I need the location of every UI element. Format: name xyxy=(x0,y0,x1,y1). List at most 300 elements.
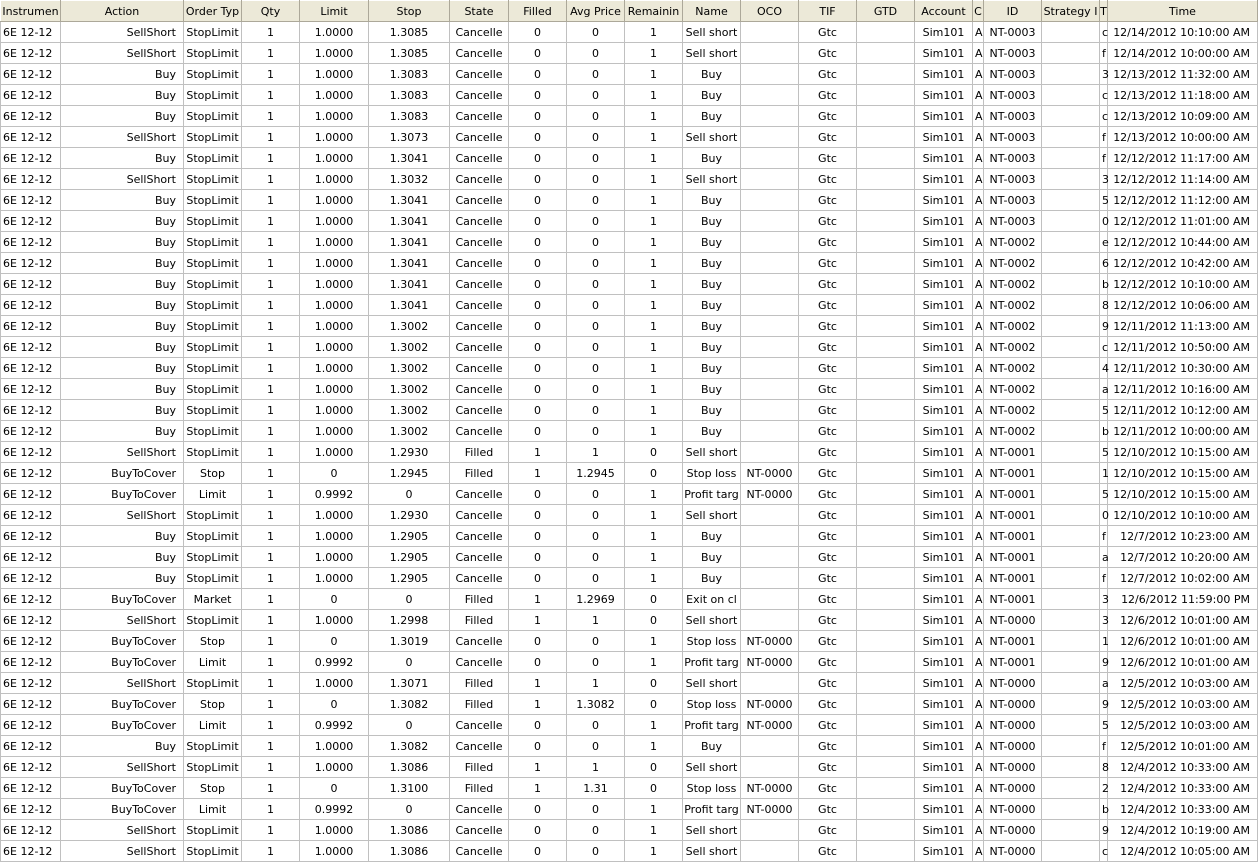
cell-tif: Gtc xyxy=(799,463,857,484)
cell-state: Cancelle xyxy=(450,190,509,211)
cell-id: NT-0003 xyxy=(984,148,1042,169)
cell-id: NT-0002 xyxy=(984,358,1042,379)
column-header-tif[interactable]: TIF xyxy=(799,1,857,22)
cell-action: BuyToCover xyxy=(61,799,184,820)
cell-limit: 1.0000 xyxy=(300,841,369,862)
cell-stop: 1.3041 xyxy=(369,253,450,274)
cell-order-type: Limit xyxy=(184,484,242,505)
cell-time: 12/4/2012 10:05:00 AM xyxy=(1108,841,1258,862)
cell-account: Sim101 xyxy=(915,274,973,295)
cell-name: Buy xyxy=(683,337,741,358)
cell-filled: 1 xyxy=(509,673,567,694)
cell-limit: 1.0000 xyxy=(300,274,369,295)
cell-time: 12/12/2012 11:17:00 AM xyxy=(1108,148,1258,169)
cell-stop: 1.2945 xyxy=(369,463,450,484)
cell-limit: 0.9992 xyxy=(300,652,369,673)
column-header-remaining[interactable]: Remainin xyxy=(625,1,683,22)
cell-remaining: 1 xyxy=(625,190,683,211)
cell-limit: 1.0000 xyxy=(300,442,369,463)
table-row[interactable] xyxy=(1,43,1258,64)
cell-filled: 0 xyxy=(509,841,567,862)
table-row[interactable] xyxy=(1,652,1258,673)
table-row[interactable] xyxy=(1,232,1258,253)
cell-order-type: StopLimit xyxy=(184,841,242,862)
cell-name: Buy xyxy=(683,232,741,253)
cell-remaining: 0 xyxy=(625,673,683,694)
cell-tif: Gtc xyxy=(799,841,857,862)
cell-instrument: 6E 12-12 xyxy=(1,715,61,736)
cell-limit: 1.0000 xyxy=(300,232,369,253)
cell-remaining: 1 xyxy=(625,169,683,190)
cell-t: b xyxy=(1100,421,1108,442)
table-row[interactable] xyxy=(1,127,1258,148)
table-row[interactable] xyxy=(1,694,1258,715)
cell-remaining: 1 xyxy=(625,568,683,589)
cell-avg-price: 0 xyxy=(567,652,625,673)
column-header-order-type[interactable]: Order Typ xyxy=(184,1,242,22)
cell-account: Sim101 xyxy=(915,673,973,694)
table-row[interactable] xyxy=(1,736,1258,757)
cell-c: A xyxy=(973,274,984,295)
cell-avg-price: 0 xyxy=(567,715,625,736)
table-row[interactable] xyxy=(1,673,1258,694)
cell-avg-price: 1.2969 xyxy=(567,589,625,610)
cell-gtd xyxy=(857,211,915,232)
cell-tif: Gtc xyxy=(799,43,857,64)
cell-filled: 0 xyxy=(509,505,567,526)
cell-c: A xyxy=(973,211,984,232)
cell-id: NT-0003 xyxy=(984,64,1042,85)
column-header-instrument[interactable]: Instrumen xyxy=(1,1,61,22)
cell-t: c xyxy=(1100,841,1108,862)
cell-name: Sell short xyxy=(683,442,741,463)
cell-account: Sim101 xyxy=(915,316,973,337)
table-row[interactable] xyxy=(1,820,1258,841)
cell-remaining: 1 xyxy=(625,715,683,736)
cell-state: Filled xyxy=(450,610,509,631)
cell-avg-price: 1 xyxy=(567,442,625,463)
cell-remaining: 1 xyxy=(625,400,683,421)
cell-remaining: 1 xyxy=(625,64,683,85)
cell-instrument: 6E 12-12 xyxy=(1,736,61,757)
cell-id: NT-0000 xyxy=(984,778,1042,799)
table-row[interactable] xyxy=(1,211,1258,232)
cell-strategy-id xyxy=(1042,316,1100,337)
cell-t: 0 xyxy=(1100,211,1108,232)
cell-tif: Gtc xyxy=(799,379,857,400)
cell-strategy-id xyxy=(1042,421,1100,442)
table-row[interactable] xyxy=(1,505,1258,526)
cell-account: Sim101 xyxy=(915,232,973,253)
cell-remaining: 1 xyxy=(625,631,683,652)
cell-instrument: 6E 12-12 xyxy=(1,274,61,295)
cell-account: Sim101 xyxy=(915,106,973,127)
cell-limit: 1.0000 xyxy=(300,757,369,778)
cell-stop: 1.3002 xyxy=(369,421,450,442)
cell-order-type: StopLimit xyxy=(184,169,242,190)
cell-time: 12/14/2012 10:10:00 AM xyxy=(1108,22,1258,43)
cell-oco xyxy=(741,232,799,253)
cell-state: Cancelle xyxy=(450,358,509,379)
column-header-c[interactable]: C xyxy=(973,1,984,22)
cell-t: 1 xyxy=(1100,631,1108,652)
cell-tif: Gtc xyxy=(799,22,857,43)
cell-instrument: 6E 12-12 xyxy=(1,379,61,400)
cell-stop: 0 xyxy=(369,484,450,505)
cell-gtd xyxy=(857,316,915,337)
cell-t: 5 xyxy=(1100,190,1108,211)
cell-gtd xyxy=(857,358,915,379)
cell-qty: 1 xyxy=(242,148,300,169)
cell-id: NT-0001 xyxy=(984,589,1042,610)
table-row[interactable] xyxy=(1,631,1258,652)
cell-t: c xyxy=(1100,337,1108,358)
column-header-oco[interactable]: OCO xyxy=(741,1,799,22)
cell-gtd xyxy=(857,85,915,106)
cell-remaining: 0 xyxy=(625,610,683,631)
table-row[interactable] xyxy=(1,568,1258,589)
cell-tif: Gtc xyxy=(799,85,857,106)
cell-instrument: 6E 12-12 xyxy=(1,337,61,358)
cell-account: Sim101 xyxy=(915,568,973,589)
table-row[interactable] xyxy=(1,85,1258,106)
cell-remaining: 1 xyxy=(625,547,683,568)
cell-stop: 1.3019 xyxy=(369,631,450,652)
cell-state: Cancelle xyxy=(450,127,509,148)
cell-limit: 1.0000 xyxy=(300,736,369,757)
cell-avg-price: 1.3082 xyxy=(567,694,625,715)
cell-strategy-id xyxy=(1042,631,1100,652)
cell-instrument: 6E 12-12 xyxy=(1,799,61,820)
cell-time: 12/10/2012 10:15:00 AM xyxy=(1108,442,1258,463)
cell-qty: 1 xyxy=(242,442,300,463)
table-row[interactable] xyxy=(1,169,1258,190)
cell-gtd xyxy=(857,274,915,295)
cell-id: NT-0002 xyxy=(984,295,1042,316)
cell-instrument: 6E 12-12 xyxy=(1,190,61,211)
table-row[interactable] xyxy=(1,547,1258,568)
cell-action: Buy xyxy=(61,736,184,757)
cell-name: Sell short xyxy=(683,127,741,148)
cell-account: Sim101 xyxy=(915,442,973,463)
cell-id: NT-0003 xyxy=(984,127,1042,148)
table-row[interactable] xyxy=(1,295,1258,316)
cell-filled: 1 xyxy=(509,778,567,799)
cell-order-type: StopLimit xyxy=(184,85,242,106)
cell-remaining: 1 xyxy=(625,841,683,862)
cell-oco xyxy=(741,22,799,43)
cell-name: Profit targ xyxy=(683,652,741,673)
cell-avg-price: 0 xyxy=(567,358,625,379)
cell-qty: 1 xyxy=(242,799,300,820)
cell-qty: 1 xyxy=(242,694,300,715)
cell-remaining: 0 xyxy=(625,757,683,778)
table-row[interactable] xyxy=(1,316,1258,337)
cell-limit: 1.0000 xyxy=(300,148,369,169)
cell-oco xyxy=(741,505,799,526)
cell-state: Filled xyxy=(450,589,509,610)
cell-account: Sim101 xyxy=(915,211,973,232)
cell-action: Buy xyxy=(61,211,184,232)
table-row[interactable] xyxy=(1,757,1258,778)
cell-gtd xyxy=(857,22,915,43)
cell-t: f xyxy=(1100,43,1108,64)
cell-state: Cancelle xyxy=(450,820,509,841)
cell-filled: 0 xyxy=(509,631,567,652)
table-row[interactable] xyxy=(1,799,1258,820)
cell-name: Buy xyxy=(683,253,741,274)
cell-order-type: StopLimit xyxy=(184,337,242,358)
table-row[interactable] xyxy=(1,778,1258,799)
column-header-stop[interactable]: Stop xyxy=(369,1,450,22)
cell-id: NT-0000 xyxy=(984,673,1042,694)
cell-account: Sim101 xyxy=(915,379,973,400)
cell-avg-price: 1.2945 xyxy=(567,463,625,484)
column-header-name[interactable]: Name xyxy=(683,1,741,22)
column-header-account[interactable]: Account xyxy=(915,1,973,22)
cell-tif: Gtc xyxy=(799,190,857,211)
cell-account: Sim101 xyxy=(915,631,973,652)
cell-account: Sim101 xyxy=(915,22,973,43)
cell-qty: 1 xyxy=(242,232,300,253)
table-row[interactable] xyxy=(1,442,1258,463)
column-header-action[interactable]: Action xyxy=(61,1,184,22)
cell-t: 0 xyxy=(1100,505,1108,526)
cell-time: 12/10/2012 10:15:00 AM xyxy=(1108,484,1258,505)
column-header-qty[interactable]: Qty xyxy=(242,1,300,22)
cell-name: Buy xyxy=(683,736,741,757)
table-row[interactable] xyxy=(1,358,1258,379)
cell-avg-price: 1 xyxy=(567,673,625,694)
cell-name: Exit on cl xyxy=(683,589,741,610)
column-header-time[interactable]: Time xyxy=(1108,1,1258,22)
column-header-gtd[interactable]: GTD xyxy=(857,1,915,22)
cell-t: 8 xyxy=(1100,295,1108,316)
cell-tif: Gtc xyxy=(799,778,857,799)
cell-instrument: 6E 12-12 xyxy=(1,64,61,85)
cell-t: 1 xyxy=(1100,463,1108,484)
column-header-t[interactable]: T xyxy=(1100,1,1108,22)
table-row[interactable] xyxy=(1,190,1258,211)
cell-instrument: 6E 12-12 xyxy=(1,757,61,778)
cell-avg-price: 1 xyxy=(567,610,625,631)
cell-time: 12/11/2012 10:00:00 AM xyxy=(1108,421,1258,442)
cell-name: Stop loss xyxy=(683,631,741,652)
cell-time: 12/12/2012 10:42:00 AM xyxy=(1108,253,1258,274)
cell-qty: 1 xyxy=(242,316,300,337)
cell-time: 12/5/2012 10:03:00 AM xyxy=(1108,694,1258,715)
cell-t: 9 xyxy=(1100,316,1108,337)
cell-remaining: 1 xyxy=(625,211,683,232)
cell-gtd xyxy=(857,589,915,610)
table-row[interactable] xyxy=(1,484,1258,505)
cell-id: NT-0002 xyxy=(984,379,1042,400)
cell-action: Buy xyxy=(61,421,184,442)
cell-instrument: 6E 12-12 xyxy=(1,442,61,463)
cell-tif: Gtc xyxy=(799,127,857,148)
cell-filled: 0 xyxy=(509,736,567,757)
cell-t: 6 xyxy=(1100,253,1108,274)
cell-action: Buy xyxy=(61,337,184,358)
table-row[interactable] xyxy=(1,400,1258,421)
cell-instrument: 6E 12-12 xyxy=(1,568,61,589)
cell-gtd xyxy=(857,253,915,274)
cell-order-type: StopLimit xyxy=(184,148,242,169)
cell-gtd xyxy=(857,505,915,526)
table-row[interactable] xyxy=(1,589,1258,610)
cell-instrument: 6E 12-12 xyxy=(1,232,61,253)
cell-gtd xyxy=(857,43,915,64)
cell-tif: Gtc xyxy=(799,820,857,841)
cell-name: Stop loss xyxy=(683,463,741,484)
column-header-limit[interactable]: Limit xyxy=(300,1,369,22)
cell-state: Cancelle xyxy=(450,631,509,652)
cell-qty: 1 xyxy=(242,400,300,421)
cell-avg-price: 0 xyxy=(567,820,625,841)
cell-name: Buy xyxy=(683,526,741,547)
column-header-id[interactable]: ID xyxy=(984,1,1042,22)
cell-avg-price: 0 xyxy=(567,190,625,211)
cell-stop: 1.3085 xyxy=(369,43,450,64)
cell-id: NT-0001 xyxy=(984,652,1042,673)
column-header-state[interactable]: State xyxy=(450,1,509,22)
table-row[interactable] xyxy=(1,379,1258,400)
cell-state: Cancelle xyxy=(450,106,509,127)
column-header-strategy-id[interactable]: Strategy I xyxy=(1042,1,1100,22)
cell-strategy-id xyxy=(1042,43,1100,64)
cell-remaining: 1 xyxy=(625,22,683,43)
cell-qty: 1 xyxy=(242,610,300,631)
cell-account: Sim101 xyxy=(915,589,973,610)
cell-qty: 1 xyxy=(242,337,300,358)
cell-oco xyxy=(741,274,799,295)
cell-action: SellShort xyxy=(61,610,184,631)
cell-account: Sim101 xyxy=(915,799,973,820)
column-header-avg-price[interactable]: Avg Price xyxy=(567,1,625,22)
cell-id: NT-0000 xyxy=(984,694,1042,715)
cell-c: A xyxy=(973,253,984,274)
cell-id: NT-0001 xyxy=(984,631,1042,652)
cell-limit: 1.0000 xyxy=(300,400,369,421)
cell-state: Filled xyxy=(450,463,509,484)
cell-strategy-id xyxy=(1042,169,1100,190)
table-row[interactable] xyxy=(1,106,1258,127)
cell-remaining: 1 xyxy=(625,148,683,169)
cell-stop: 1.3041 xyxy=(369,295,450,316)
cell-avg-price: 0 xyxy=(567,547,625,568)
cell-tif: Gtc xyxy=(799,421,857,442)
cell-qty: 1 xyxy=(242,526,300,547)
cell-strategy-id xyxy=(1042,379,1100,400)
cell-limit: 1.0000 xyxy=(300,610,369,631)
table-row[interactable] xyxy=(1,253,1258,274)
cell-stop: 1.3085 xyxy=(369,22,450,43)
cell-qty: 1 xyxy=(242,484,300,505)
cell-order-type: Limit xyxy=(184,652,242,673)
cell-account: Sim101 xyxy=(915,778,973,799)
cell-c: A xyxy=(973,757,984,778)
cell-filled: 0 xyxy=(509,295,567,316)
cell-action: BuyToCover xyxy=(61,589,184,610)
cell-name: Profit targ xyxy=(683,484,741,505)
cell-state: Cancelle xyxy=(450,421,509,442)
cell-tif: Gtc xyxy=(799,442,857,463)
cell-oco xyxy=(741,547,799,568)
cell-id: NT-0000 xyxy=(984,757,1042,778)
cell-state: Cancelle xyxy=(450,295,509,316)
cell-account: Sim101 xyxy=(915,841,973,862)
cell-strategy-id xyxy=(1042,337,1100,358)
column-header-filled[interactable]: Filled xyxy=(509,1,567,22)
cell-oco: NT-0000 xyxy=(741,778,799,799)
cell-name: Sell short xyxy=(683,820,741,841)
cell-time: 12/10/2012 10:10:00 AM xyxy=(1108,505,1258,526)
cell-t: 3 xyxy=(1100,169,1108,190)
table-row[interactable] xyxy=(1,841,1258,862)
cell-name: Sell short xyxy=(683,757,741,778)
cell-stop: 1.3041 xyxy=(369,211,450,232)
cell-strategy-id xyxy=(1042,211,1100,232)
cell-instrument: 6E 12-12 xyxy=(1,526,61,547)
cell-id: NT-0000 xyxy=(984,820,1042,841)
table-row[interactable] xyxy=(1,715,1258,736)
cell-stop: 1.3032 xyxy=(369,169,450,190)
cell-oco xyxy=(741,106,799,127)
cell-time: 12/4/2012 10:33:00 AM xyxy=(1108,778,1258,799)
table-row[interactable] xyxy=(1,22,1258,43)
table-row[interactable] xyxy=(1,421,1258,442)
table-row[interactable] xyxy=(1,64,1258,85)
cell-account: Sim101 xyxy=(915,610,973,631)
cell-instrument: 6E 12-12 xyxy=(1,148,61,169)
cell-oco: NT-0000 xyxy=(741,463,799,484)
cell-remaining: 1 xyxy=(625,736,683,757)
cell-tif: Gtc xyxy=(799,274,857,295)
table-row[interactable] xyxy=(1,337,1258,358)
cell-tif: Gtc xyxy=(799,736,857,757)
cell-stop: 1.3073 xyxy=(369,127,450,148)
cell-avg-price: 0 xyxy=(567,316,625,337)
cell-t: 9 xyxy=(1100,694,1108,715)
table-row[interactable] xyxy=(1,610,1258,631)
cell-qty: 1 xyxy=(242,820,300,841)
table-row[interactable] xyxy=(1,148,1258,169)
cell-strategy-id xyxy=(1042,463,1100,484)
cell-remaining: 1 xyxy=(625,85,683,106)
table-row[interactable] xyxy=(1,274,1258,295)
cell-account: Sim101 xyxy=(915,715,973,736)
cell-t: 4 xyxy=(1100,358,1108,379)
cell-remaining: 1 xyxy=(625,379,683,400)
cell-tif: Gtc xyxy=(799,232,857,253)
cell-c: A xyxy=(973,505,984,526)
cell-oco xyxy=(741,757,799,778)
table-row[interactable] xyxy=(1,526,1258,547)
cell-action: SellShort xyxy=(61,22,184,43)
cell-time: 12/11/2012 10:16:00 AM xyxy=(1108,379,1258,400)
cell-c: A xyxy=(973,442,984,463)
cell-instrument: 6E 12-12 xyxy=(1,694,61,715)
cell-account: Sim101 xyxy=(915,757,973,778)
cell-instrument: 6E 12-12 xyxy=(1,421,61,442)
cell-strategy-id xyxy=(1042,610,1100,631)
cell-filled: 0 xyxy=(509,652,567,673)
cell-name: Profit targ xyxy=(683,799,741,820)
cell-action: Buy xyxy=(61,379,184,400)
cell-qty: 1 xyxy=(242,841,300,862)
table-row[interactable] xyxy=(1,463,1258,484)
cell-c: A xyxy=(973,232,984,253)
